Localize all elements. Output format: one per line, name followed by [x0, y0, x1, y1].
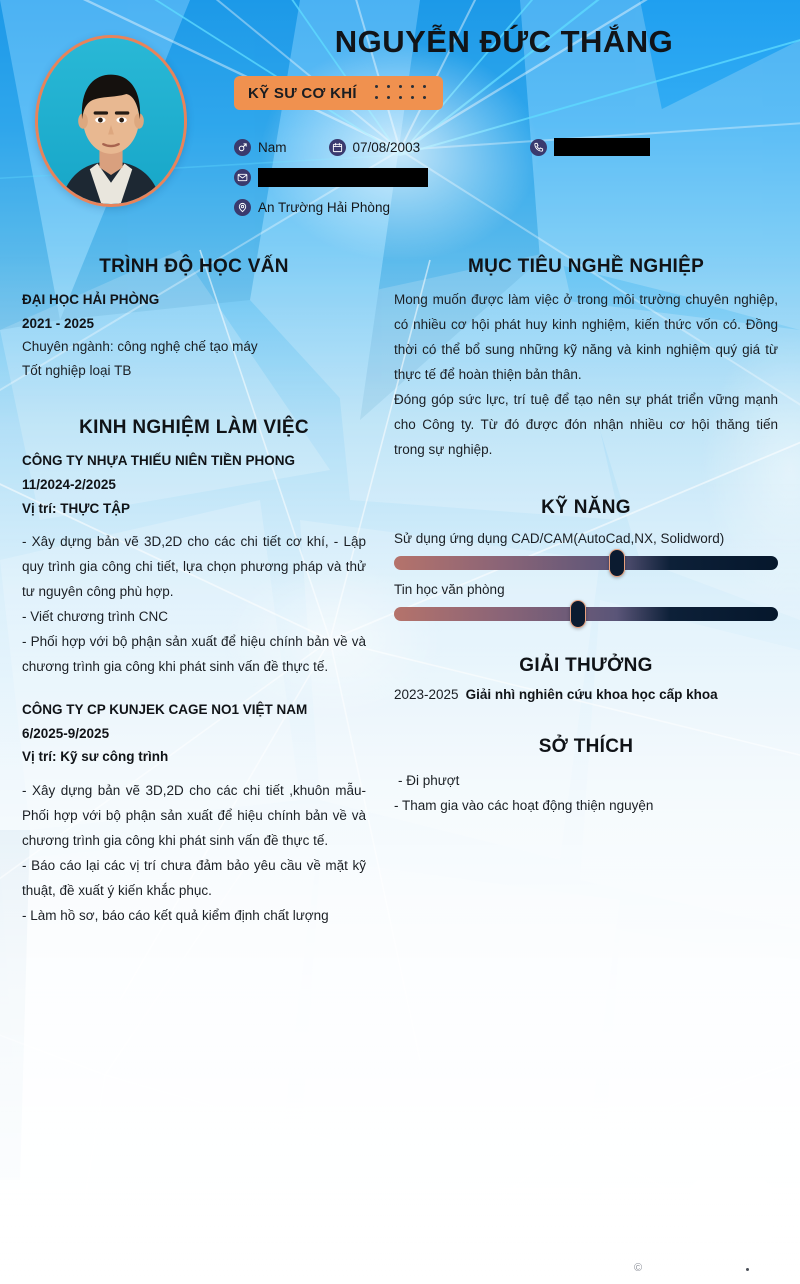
cv-header	[0, 0, 800, 240]
skill-item	[394, 582, 778, 621]
education-result: Tốt nghiệp loại TB	[22, 363, 132, 379]
experience-position: Vị trí: Kỹ sư công trình	[22, 749, 169, 765]
contact-address	[234, 199, 390, 216]
email-icon	[234, 169, 251, 186]
contact-birthdate	[329, 139, 421, 156]
job-title-label: KỸ SƯ CƠ KHÍ	[248, 84, 357, 102]
address-value: An Trường Hải Phòng	[258, 199, 390, 215]
right-column	[380, 240, 778, 929]
education-major: Chuyên ngành: công nghệ chế tạo máy	[22, 339, 258, 355]
award-item	[394, 687, 778, 702]
gender-icon	[234, 139, 251, 156]
award-years: 2023-2025	[394, 686, 459, 702]
education-years: 2021 - 2025	[22, 315, 95, 331]
experience-bullet: - Xây dựng bản vẽ 3D,2D cho các chi tiết ,khuôn mẫu- Phối hợp với bộ phận sản xuất để hiệu chính bản về và chương trình gia công khi phát sinh vấn đề thực tế.	[22, 782, 366, 848]
section-title-awards: GIẢI THƯỞNG	[519, 654, 653, 676]
experience-item	[22, 449, 366, 680]
contact-row-3	[234, 194, 650, 220]
dot-grid-decoration	[375, 85, 429, 102]
skill-slider-knob[interactable]	[609, 549, 625, 577]
skill-label: Tin học văn phòng	[394, 581, 505, 597]
phone-icon	[530, 139, 547, 156]
objective-paragraph: Đóng góp sức lực, trí tuệ để tạo nên sự phát triển vững mạnh cho Công ty. Từ đó được đón nhận nhiều cơ hội thăng tiến trong sự nghiệp.	[394, 391, 778, 457]
page-title: NGUYỄN ĐỨC THẮNG	[334, 24, 674, 59]
location-pin-icon	[234, 199, 251, 216]
experience-bullet: - Báo cáo lại các vị trí chưa đảm bảo yêu cầu về mặt kỹ thuật, đề xuất ý kiến khắc phục.	[22, 857, 366, 898]
hobby-item: - Tham gia vào các hoạt động thiện nguyện	[394, 798, 654, 814]
experience-bullet: - Viết chương trình CNC	[22, 609, 168, 625]
portrait-photo-icon	[38, 38, 184, 204]
experience-item	[22, 698, 366, 929]
skill-progress-bar[interactable]	[394, 556, 778, 570]
experience-period: 11/2024-2/2025	[22, 476, 116, 492]
qr-code-placeholder	[692, 1182, 770, 1260]
contact-gender	[234, 139, 287, 156]
section-title-skills: KỸ NĂNG	[541, 496, 631, 518]
contact-email	[234, 168, 428, 187]
skill-slider-knob[interactable]	[570, 600, 586, 628]
objective-paragraph: Mong muốn được làm việc ở trong môi trường chuyên nghiệp, có nhiều cơ hội phát huy kinh nghiệm, kiến thức vốn có. Đồng thời có thể bổ sung những kỹ năng và kinh nghiệm quý giá từ thực tế để hoàn thiện bản thân.	[394, 292, 778, 382]
experience-position: Vị trí: THỰC TẬP	[22, 500, 130, 516]
section-title-education: TRÌNH ĐỘ HỌC VẤN	[99, 256, 289, 277]
dot-mark	[746, 1268, 749, 1271]
experience-bullet: - Làm hồ sơ, báo cáo kết quả kiểm định chất lượng	[22, 907, 329, 923]
left-column	[22, 240, 380, 929]
contact-row-2	[234, 164, 650, 190]
skill-progress-bar[interactable]	[394, 607, 778, 621]
contact-row-1	[234, 134, 650, 160]
experience-bullet: - Xây dựng bản vẽ 3D,2D cho các chi tiết cơ khí, - Lập quy trình gia công chi tiết, lựa chọn phương pháp và thử tư nguyên công phù hợp.	[22, 534, 366, 600]
contact-list	[234, 134, 650, 224]
education-school: ĐẠI HỌC HẢI PHÒNG	[22, 292, 160, 307]
gender-value: Nam	[258, 139, 287, 155]
content-columns	[0, 240, 800, 929]
experience-company: CÔNG TY CP KUNJEK CAGE NO1 VIỆT NAM	[22, 701, 308, 717]
birthdate-value: 07/08/2003	[352, 139, 421, 155]
phone-value-redacted	[554, 138, 650, 156]
award-name: Giải nhì nghiên cứu khoa học cấp khoa	[465, 686, 718, 702]
contact-phone	[530, 138, 650, 156]
skill-label: Sử dụng ứng dụng CAD/CAM(AutoCad,NX, Solidword)	[394, 530, 725, 546]
experience-bullet: - Phối hợp với bộ phận sản xuất để hiệu chính bản về và chương trình gia công khi phát sinh vấn đề thực tế.	[22, 634, 366, 674]
avatar	[35, 35, 187, 207]
section-title-hobbies: SỞ THÍCH	[538, 735, 634, 757]
skill-item	[394, 531, 778, 570]
section-title-objective: MỤC TIÊU NGHỀ NGHIỆP	[467, 256, 705, 277]
copyright-mark: ©	[634, 1262, 643, 1274]
experience-company: CÔNG TY NHỰA THIẾU NIÊN TIỀN PHONG	[22, 453, 295, 469]
section-title-experience: KINH NGHIỆM LÀM VIỆC	[79, 417, 309, 439]
experience-period: 6/2025-9/2025	[22, 725, 110, 741]
hobby-item: - Đi phượt	[398, 772, 460, 788]
job-title-badge	[234, 76, 443, 110]
email-value-redacted	[258, 168, 428, 187]
calendar-icon	[329, 139, 346, 156]
